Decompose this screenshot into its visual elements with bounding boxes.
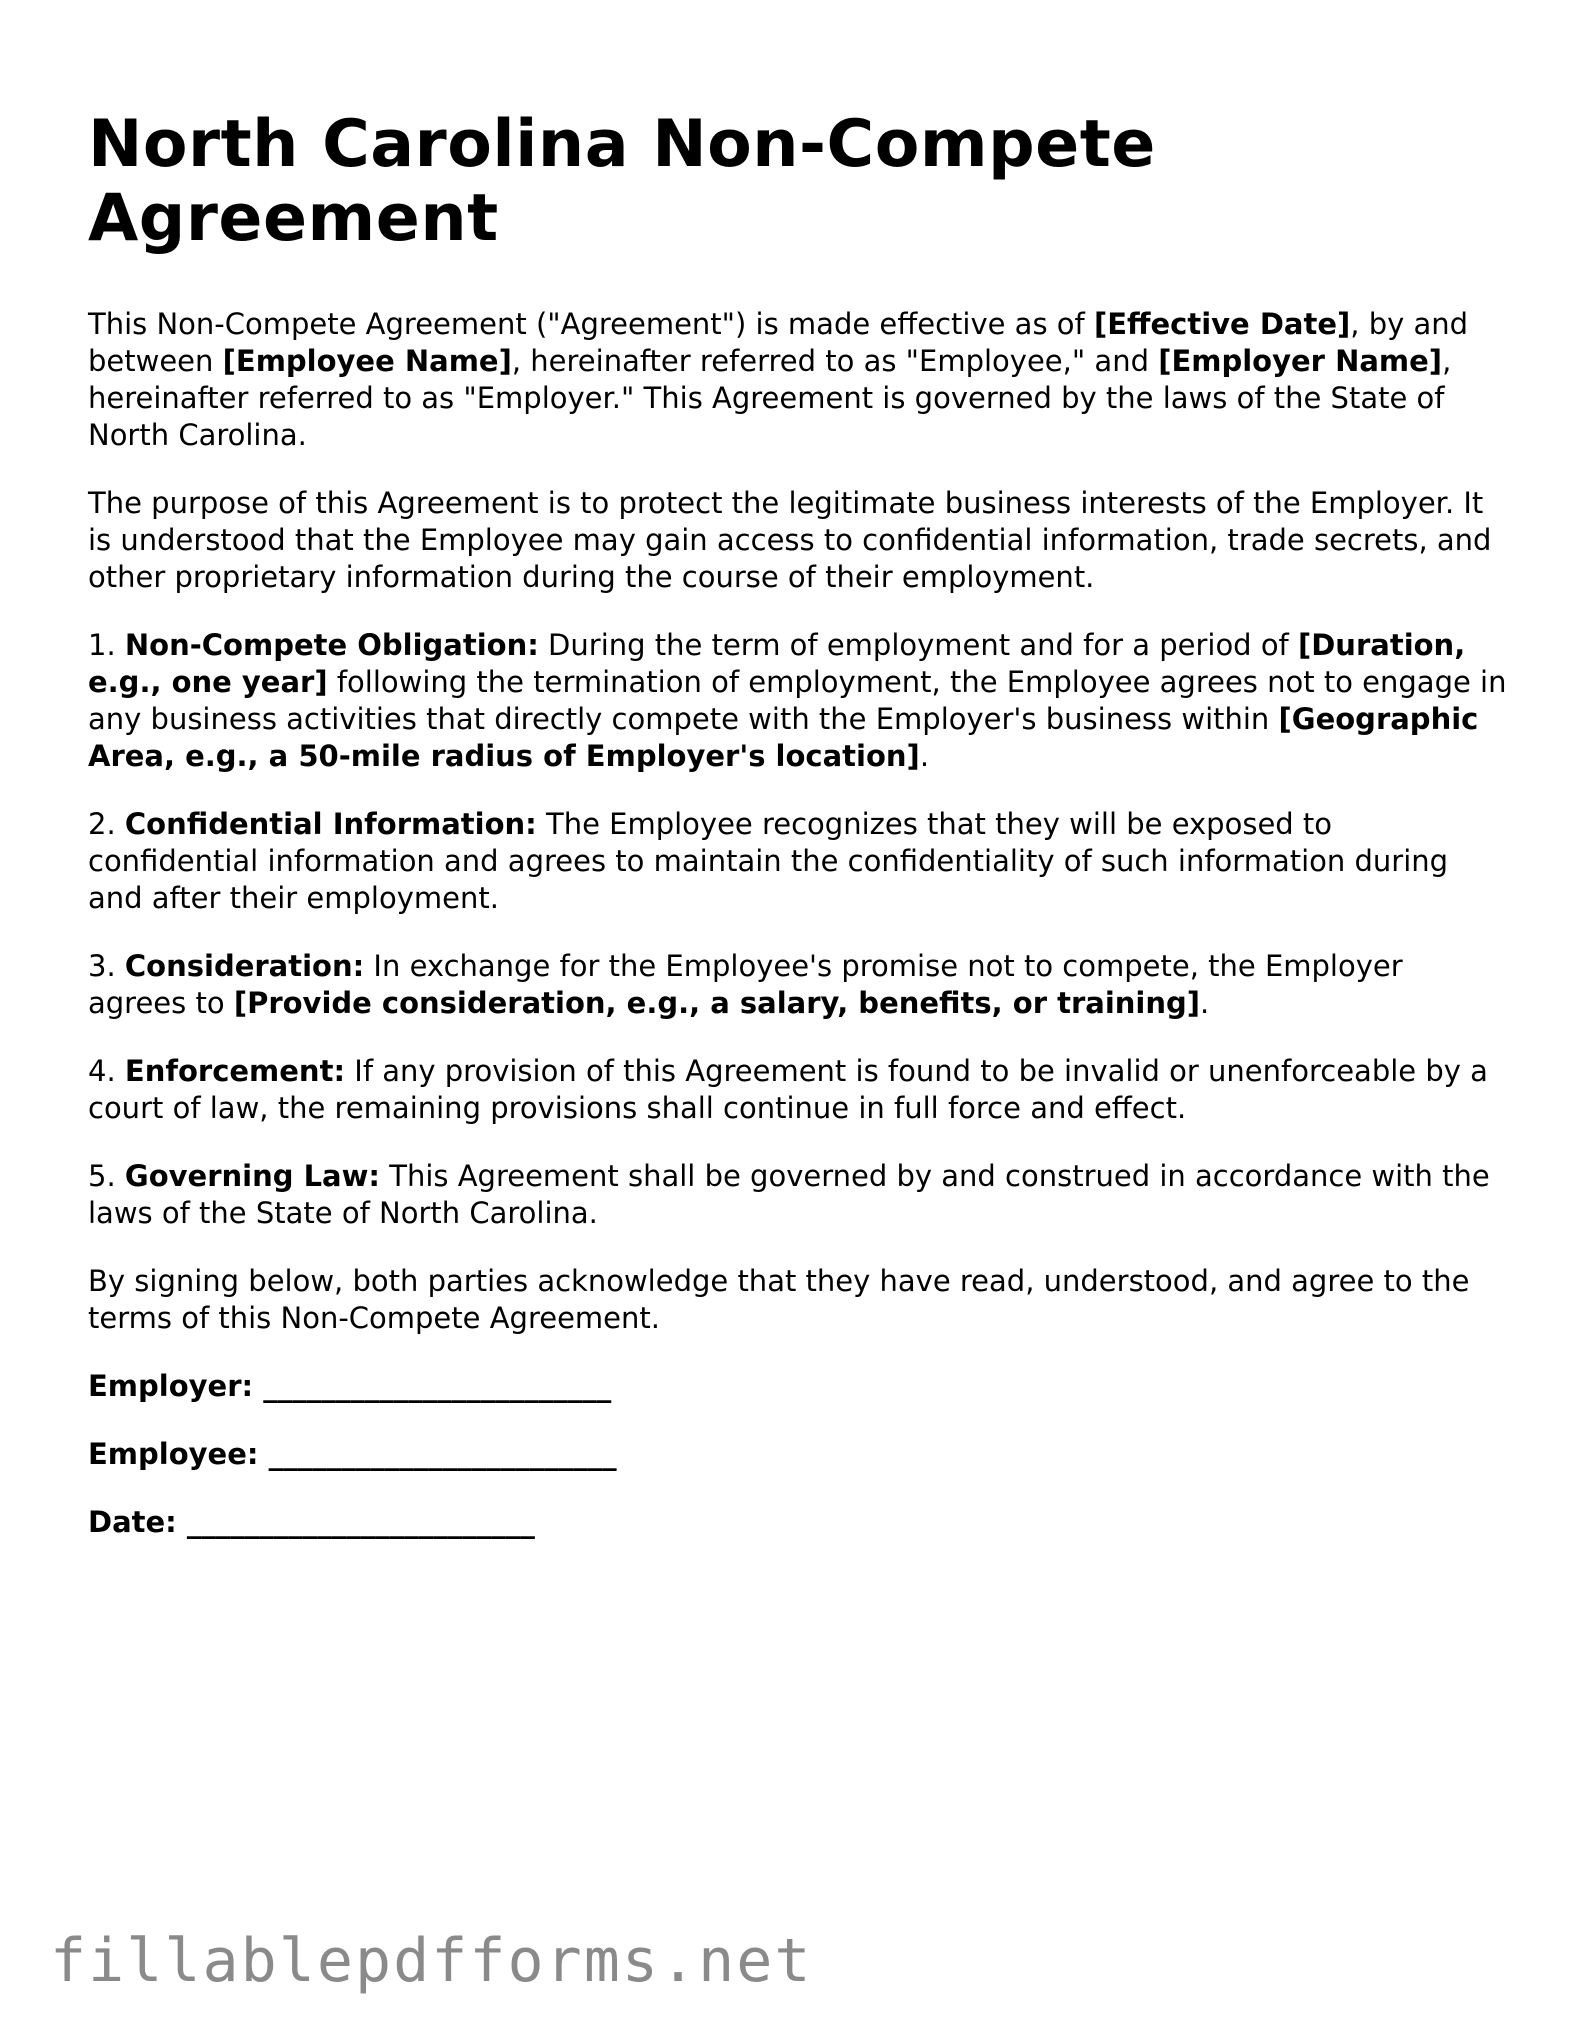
- clause-5: [88, 1158, 1508, 1232]
- clause-4-number: 4.: [88, 1054, 125, 1088]
- intro-paragraph: [88, 306, 1508, 454]
- clause-2-text: The Employee recognizes that they will be exposed to confidential information and agrees to maintain the confidentiality of such information during and after their employment.: [88, 807, 1449, 915]
- intro-text-3: , hereinafter referred to as "Employee," and: [511, 344, 1159, 378]
- clause-4: [88, 1053, 1508, 1127]
- intro-text-4: , hereinafter referred to as "Employer." This Agreement is governed by the laws of the State of North Carolina.: [88, 344, 1452, 452]
- clause-2-number: 2.: [88, 807, 125, 841]
- document-title: North Carolina Non-Compete Agreement: [88, 107, 1156, 256]
- clause-3-text-1: In exchange for the Employee's promise not to compete, the Employer agrees to: [88, 949, 1403, 1020]
- clause-2-heading: Confidential Information:: [124, 807, 537, 841]
- clause-5-number: 5.: [88, 1159, 125, 1193]
- clause-3-heading: Consideration:: [124, 949, 365, 983]
- clause-5-heading: Governing Law:: [124, 1159, 381, 1193]
- employee-signature-line[interactable]: Employee: ________________________: [88, 1437, 617, 1471]
- intro-text-2: , by and between: [88, 307, 1469, 378]
- closing-paragraph: By signing below, both parties acknowledge that they have read, understood, and agree to the terms of this Non-Compete Agreement.: [88, 1264, 1470, 1335]
- clause-4-heading: Enforcement:: [124, 1054, 346, 1088]
- clause-1-text-3: .: [919, 739, 930, 773]
- date-signature-line[interactable]: Date: ________________________: [88, 1505, 535, 1539]
- clause-2: [88, 806, 1508, 917]
- clause-1-text-1: During the term of employment and for a period of: [538, 628, 1298, 662]
- watermark-text: fillablepdfforms.net: [50, 1926, 813, 1996]
- clause-1-text-2: following the termination of employment, the Employee agrees not to engage in any business activities that directly compete with the Employer's business within: [88, 665, 1507, 736]
- employer-name-placeholder: [Employer Name]: [1158, 344, 1443, 378]
- duration-placeholder: [Duration, e.g., one year]: [88, 628, 1466, 699]
- effective-date-placeholder: [Effective Date]: [1093, 307, 1351, 341]
- intro-text-1: This Non-Compete Agreement ("Agreement") is made effective as of: [88, 307, 1094, 341]
- purpose-paragraph: The purpose of this Agreement is to protect the legitimate business interests of the Employer. It is understood that the Employee may gain access to confidential information, trade secrets, and other proprietary information during the course of their employment.: [88, 486, 1492, 594]
- clause-4-text: If any provision of this Agreement is found to be invalid or unenforceable by a court of law, the remaining provisions shall continue in full force and effect.: [88, 1054, 1488, 1125]
- clause-1: [88, 627, 1508, 775]
- clause-3-text-2: .: [1200, 986, 1210, 1020]
- employee-name-placeholder: [Employee Name]: [222, 344, 512, 378]
- clause-3: [88, 948, 1508, 1022]
- geographic-area-placeholder: [Geographic Area, e.g., a 50-mile radius of Employer's location]: [88, 702, 1479, 773]
- consideration-placeholder: [Provide consideration, e.g., a salary, benefits, or training]: [233, 986, 1201, 1020]
- clause-1-heading: Non-Compete Obligation:: [124, 628, 539, 662]
- clause-5-text: This Agreement shall be governed by and construed in accordance with the laws of the State of North Carolina.: [88, 1159, 1490, 1230]
- employer-signature-line[interactable]: Employer: ________________________: [88, 1369, 612, 1403]
- document-page: [88, 108, 1508, 1572]
- clause-1-number: 1.: [88, 628, 125, 662]
- clause-3-number: 3.: [88, 949, 125, 983]
